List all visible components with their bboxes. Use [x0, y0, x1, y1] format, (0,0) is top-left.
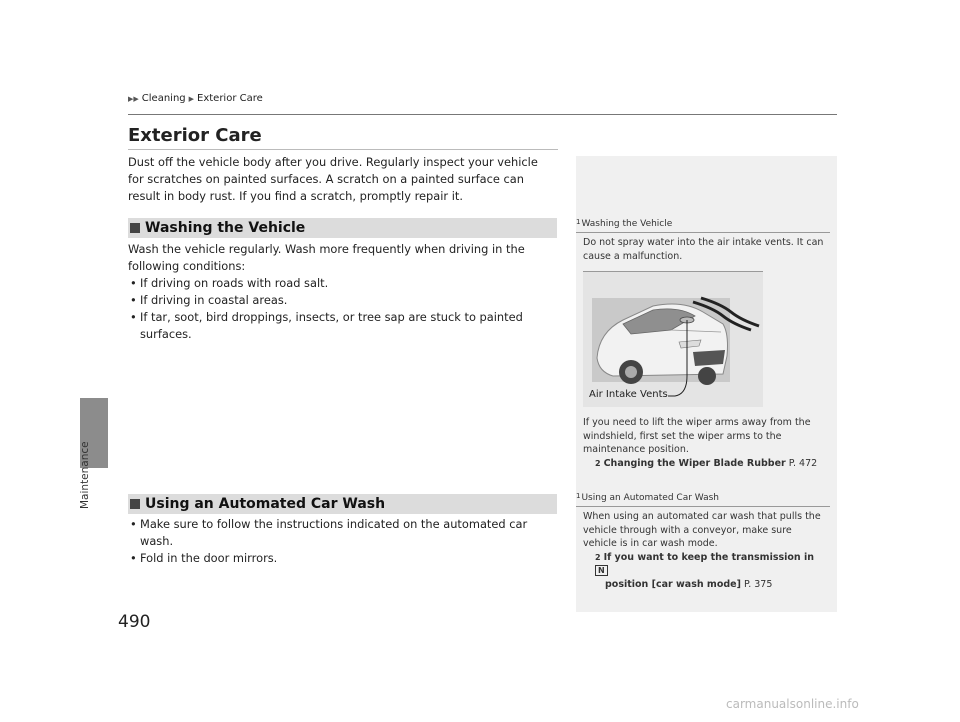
- carwash-paragraph: When using an automated car wash that pulls the vehicle through with a conveyor, make sure vehicle is in car wash mode.: [583, 511, 821, 549]
- list-item: • Make sure to follow the instructions indicated on the automated car wash.: [128, 516, 553, 550]
- section-title: Washing the Vehicle: [145, 220, 306, 236]
- section-tab-label: Maintenance: [79, 441, 91, 509]
- wiper-paragraph: If you need to lift the wiper arms away from the windshield, first set the wiper arms to the maintenance position.: [583, 417, 811, 455]
- page-title: Exterior Care: [128, 125, 262, 146]
- list-item: • If driving on roads with road salt.: [128, 275, 553, 292]
- reference-title: Changing the Wiper Blade Rubber: [603, 457, 786, 469]
- reference-page: P. 375: [743, 578, 773, 590]
- breadcrumb-item-cleaning[interactable]: Cleaning: [141, 93, 186, 104]
- air-intake-vents-label: Air Intake Vents: [589, 389, 668, 400]
- list-item: • Fold in the door mirrors.: [128, 550, 553, 567]
- cross-reference-link[interactable]: [583, 457, 828, 471]
- reference-arrow-icon: 2: [595, 552, 601, 562]
- note-title: Washing the Vehicle: [581, 219, 673, 229]
- car-illustration: [583, 271, 763, 407]
- intro-paragraph: Dust off the vehicle body after you drive. Regularly inspect your vehicle for scratches on painted surfaces. A scratch on a painted surface can result in body rust. If you find a scratch, promptly repair it.: [128, 155, 538, 203]
- title-divider: [128, 149, 558, 150]
- section-title: Using an Automated Car Wash: [145, 496, 386, 512]
- note-title: Using an Automated Car Wash: [581, 493, 720, 503]
- note-number: 1: [576, 218, 581, 226]
- note-text-carwash: [583, 510, 828, 591]
- page-number: 490: [118, 612, 151, 632]
- header-divider: [128, 114, 837, 115]
- reference-title: If you want to keep the transmission in: [603, 551, 815, 563]
- gear-n-icon: N: [595, 565, 608, 576]
- breadcrumb-item-exterior-care[interactable]: Exterior Care: [197, 93, 263, 104]
- reference-title: position [car wash mode]: [605, 578, 741, 590]
- section-header-washing: [128, 218, 557, 238]
- car-illustration-graphic: [583, 272, 763, 407]
- section-square-icon: [130, 499, 140, 509]
- breadcrumb-arrow-icon: ▶: [188, 94, 195, 103]
- washing-paragraph: Wash the vehicle regularly. Wash more frequently when driving in the following conditions:: [128, 242, 525, 273]
- breadcrumb: [128, 93, 263, 104]
- note-header-washing: [576, 219, 672, 229]
- note-divider: [576, 232, 830, 233]
- washing-body: [128, 241, 553, 343]
- list-item: • If driving in coastal areas.: [128, 292, 553, 309]
- carwash-body: [128, 516, 553, 567]
- section-header-carwash: [128, 494, 557, 514]
- note-number: 1: [576, 492, 581, 500]
- list-item: • If tar, soot, bird droppings, insects, or tree sap are stuck to painted surfaces.: [128, 309, 553, 343]
- note-header-carwash: [576, 493, 719, 503]
- cross-reference-link[interactable]: [583, 551, 828, 592]
- reference-page: P. 472: [788, 457, 818, 469]
- note-divider: [576, 506, 830, 507]
- section-square-icon: [130, 223, 140, 233]
- watermark: carmanualsonline.info: [726, 697, 859, 711]
- reference-arrow-icon: 2: [595, 458, 601, 468]
- note-text-wiper: [583, 416, 828, 470]
- breadcrumb-arrow-icon: ▶▶: [128, 94, 139, 103]
- note-text: Do not spray water into the air intake vents. It can cause a malfunction.: [583, 237, 824, 262]
